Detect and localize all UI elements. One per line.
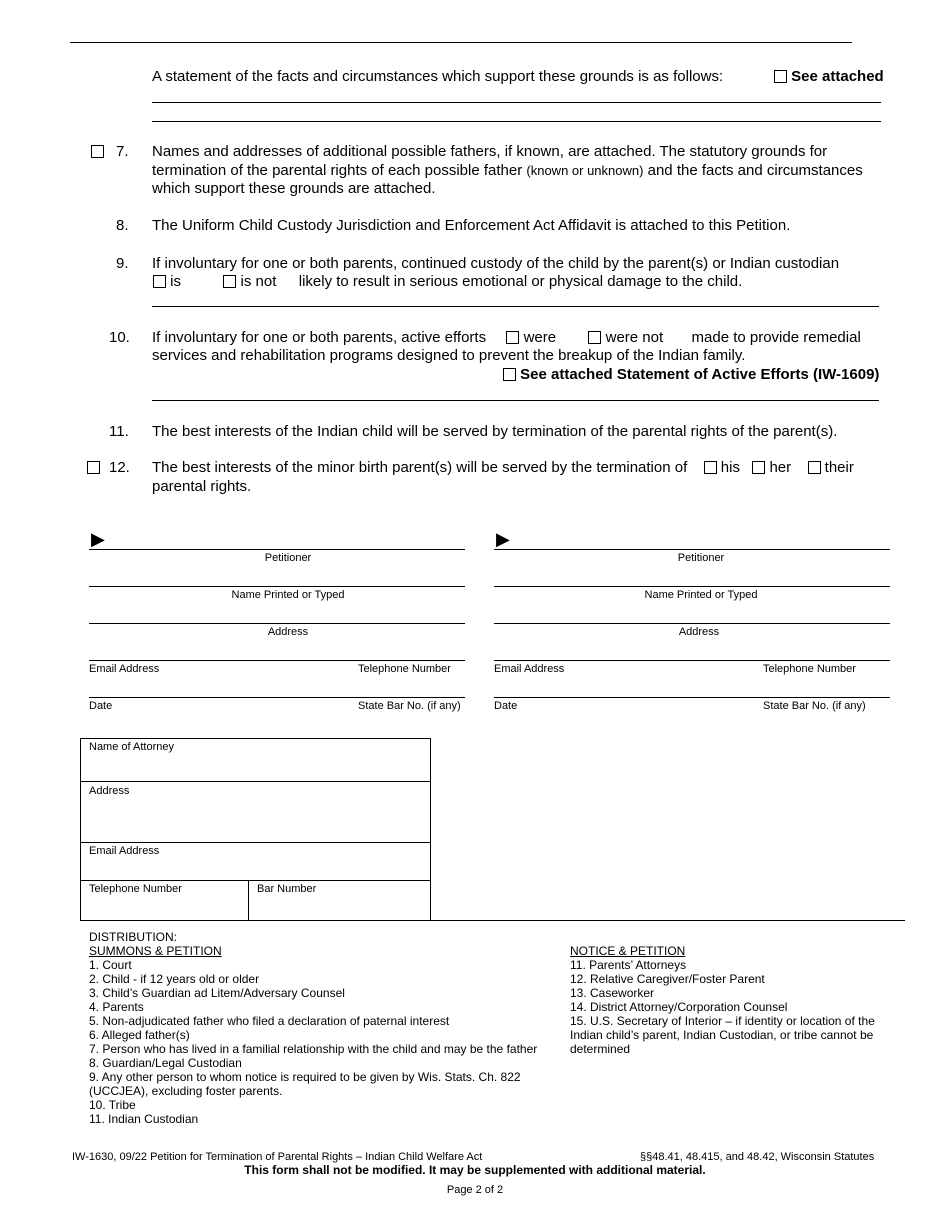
item9-line2 — [153, 273, 742, 292]
name-printed-label-right: Name Printed or Typed — [644, 589, 758, 601]
item9-number: 9. — [116, 255, 129, 272]
item7-line2-b: (known or unknown) — [526, 162, 644, 178]
footer-form-id: IW-1630, 09/22 Petition for Termination of Parental Rights – Indian Child Welfare Act — [72, 1151, 483, 1163]
item9-is-not-label: is not — [240, 273, 277, 290]
list-item: 3. Child’s Guardian ad Litem/Adversary Counsel — [89, 986, 345, 1000]
signature-line-right[interactable] — [494, 549, 890, 550]
email-label-right: Email Address — [494, 663, 565, 675]
item7-line2 — [152, 162, 912, 181]
item10-were-not-checkbox[interactable] — [588, 331, 601, 344]
item7-line1: Names and addresses of additional possible fathers, if known, are attached. The statutory grounds for — [152, 143, 828, 160]
address-line-left[interactable] — [89, 623, 465, 624]
list-item: 14. District Attorney/Corporation Counsel — [570, 1000, 788, 1014]
date-label-left: Date — [89, 700, 113, 712]
attorney-address-field[interactable]: Address — [89, 785, 130, 797]
list-item: 9. Any other person to whom notice is required to be given by Wis. Stats. Ch. 822 — [89, 1070, 521, 1084]
telephone-label-left: Telephone Number — [358, 663, 451, 675]
list-item: 6. Alleged father(s) — [89, 1028, 190, 1042]
item10-see-attached-label: See attached Statement of Active Efforts (IW-1609) — [520, 366, 880, 383]
top-rule — [70, 42, 852, 43]
petitioner-label-left: Petitioner — [264, 552, 312, 564]
item12-line1 — [152, 459, 854, 478]
list-item: 13. Caseworker — [570, 986, 655, 1000]
attorney-row-divider-2 — [80, 842, 431, 843]
item10-see-attached-checkbox[interactable] — [503, 368, 516, 381]
statement-line-1 — [152, 102, 881, 103]
email-line-right[interactable] — [494, 660, 890, 661]
name-line-left[interactable] — [89, 586, 465, 587]
item10-were-checkbox[interactable] — [506, 331, 519, 344]
item10-line2: services and rehabilitation programs designed to prevent the breakup of the Indian family. — [152, 347, 746, 364]
attorney-name-field[interactable]: Name of Attorney — [89, 741, 174, 753]
footer-statutes: §§48.41, 48.415, and 48.42, Wisconsin Statutes — [640, 1151, 875, 1163]
item8-number: 8. — [116, 217, 129, 234]
attorney-telephone-field[interactable]: Telephone Number — [89, 883, 182, 895]
signature-line-left[interactable] — [89, 549, 465, 550]
item11-text: The best interests of the Indian child will be served by termination of the parental rights of the parent(s). — [152, 423, 838, 440]
email-line-left[interactable] — [89, 660, 465, 661]
item10-line1-a: If involuntary for one or both parents, active efforts — [152, 329, 487, 346]
statement-see-attached — [774, 68, 884, 87]
summons-list — [89, 958, 569, 1126]
summons-heading: SUMMONS & PETITION — [89, 944, 222, 958]
item12-checkbox[interactable] — [87, 461, 100, 474]
statement-line-2 — [152, 121, 881, 122]
email-label-left: Email Address — [89, 663, 160, 675]
attorney-bar-number-field[interactable]: Bar Number — [257, 883, 317, 895]
distribution-title: DISTRIBUTION: — [89, 930, 178, 944]
item12-their-checkbox[interactable] — [808, 461, 821, 474]
item12-her-checkbox[interactable] — [752, 461, 765, 474]
attorney-row-divider-1 — [80, 781, 431, 782]
item7-line3: which support these grounds are attached. — [152, 180, 436, 197]
item12-his-label: his — [720, 459, 740, 476]
address-line-right[interactable] — [494, 623, 890, 624]
item8-text: The Uniform Child Custody Jurisdiction and Enforcement Act Affidavit is attached to this Petition. — [152, 217, 791, 234]
signature-arrow-left: ▶ — [91, 529, 105, 549]
list-item: Indian child’s parent, Indian Custodian, or tribe cannot be — [570, 1028, 874, 1042]
item12-line2: parental rights. — [152, 478, 252, 495]
attorney-email-field[interactable]: Email Address — [89, 845, 160, 857]
list-item: determined — [570, 1042, 631, 1056]
item12-number: 12. — [109, 459, 130, 476]
item9-is-label: is — [170, 273, 182, 290]
list-item: 12. Relative Caregiver/Foster Parent — [570, 972, 765, 986]
item11-number: 11. — [109, 423, 129, 440]
state-bar-label-left: State Bar No. (if any) — [358, 700, 461, 712]
petitioner-label-right: Petitioner — [677, 552, 725, 564]
attorney-box-extension-line — [431, 920, 905, 921]
attorney-row-divider-3 — [80, 880, 431, 881]
notice-list — [570, 958, 900, 1056]
item10-were-not-label: were not — [605, 329, 664, 346]
list-item: 11. Indian Custodian — [89, 1112, 199, 1126]
footer-page-number: Page 2 of 2 — [446, 1184, 504, 1196]
item7-line2-c: and the facts and circumstances — [647, 161, 863, 179]
item10-were-label: were — [523, 329, 557, 346]
footer-notice: This form shall not be modified. It may be supplemented with additional material. — [244, 1163, 706, 1177]
list-item: 11. Parents’ Attorneys — [570, 958, 687, 972]
list-item: 15. U.S. Secretary of Interior – if identity or location of the — [570, 1014, 875, 1028]
address-label-right: Address — [678, 626, 720, 638]
list-item: 2. Child - if 12 years old or older — [89, 972, 260, 986]
item12-his-checkbox[interactable] — [704, 461, 717, 474]
see-attached-checkbox[interactable] — [774, 70, 787, 83]
see-attached-label: See attached — [791, 68, 884, 85]
date-label-right: Date — [494, 700, 518, 712]
item9-line1: If involuntary for one or both parents, continued custody of the child by the parent(s) or Indian custodian — [152, 255, 840, 272]
telephone-label-right: Telephone Number — [763, 663, 856, 675]
item12-her-label: her — [769, 459, 792, 476]
item9-is-checkbox[interactable] — [153, 275, 166, 288]
attorney-col-divider — [248, 880, 249, 921]
address-label-left: Address — [267, 626, 309, 638]
item12-line1-text: The best interests of the minor birth parent(s) will be served by the termination of — [152, 459, 688, 476]
item7-text — [152, 143, 912, 199]
list-item: 7. Person who has lived in a familial relationship with the child and may be the father — [89, 1042, 538, 1056]
item9-line — [152, 306, 879, 307]
item10-line1 — [152, 329, 861, 348]
list-item: 1. Court — [89, 958, 132, 972]
date-line-left[interactable] — [89, 697, 465, 698]
list-item: 4. Parents — [89, 1000, 144, 1014]
list-item: 8. Guardian/Legal Custodian — [89, 1056, 242, 1070]
state-bar-label-right: State Bar No. (if any) — [763, 700, 866, 712]
statement-text: A statement of the facts and circumstances which support these grounds is as follows: — [152, 68, 724, 85]
name-line-right[interactable] — [494, 586, 890, 587]
list-item: 10. Tribe — [89, 1098, 136, 1112]
date-line-right[interactable] — [494, 697, 890, 698]
notice-heading: NOTICE & PETITION — [570, 944, 686, 958]
item12-their-label: their — [824, 459, 854, 476]
item9-line2-rest: likely to result in serious emotional or physical damage to the child. — [298, 273, 743, 290]
item7-checkbox[interactable] — [91, 145, 104, 158]
item7-line2-a: termination of the parental rights of each possible father — [152, 161, 523, 179]
item10-line1-b: made to provide remedial — [691, 329, 861, 346]
name-printed-label-left: Name Printed or Typed — [231, 589, 345, 601]
signature-arrow-right: ▶ — [496, 529, 510, 549]
item10-line — [152, 400, 879, 401]
item7-number: 7. — [116, 143, 129, 160]
item10-number: 10. — [109, 329, 130, 346]
item9-is-not-checkbox[interactable] — [223, 275, 236, 288]
list-item: (UCCJEA), excluding foster parents. — [89, 1084, 283, 1098]
item10-see-attached — [503, 366, 879, 385]
list-item: 5. Non-adjudicated father who filed a declaration of paternal interest — [89, 1014, 450, 1028]
